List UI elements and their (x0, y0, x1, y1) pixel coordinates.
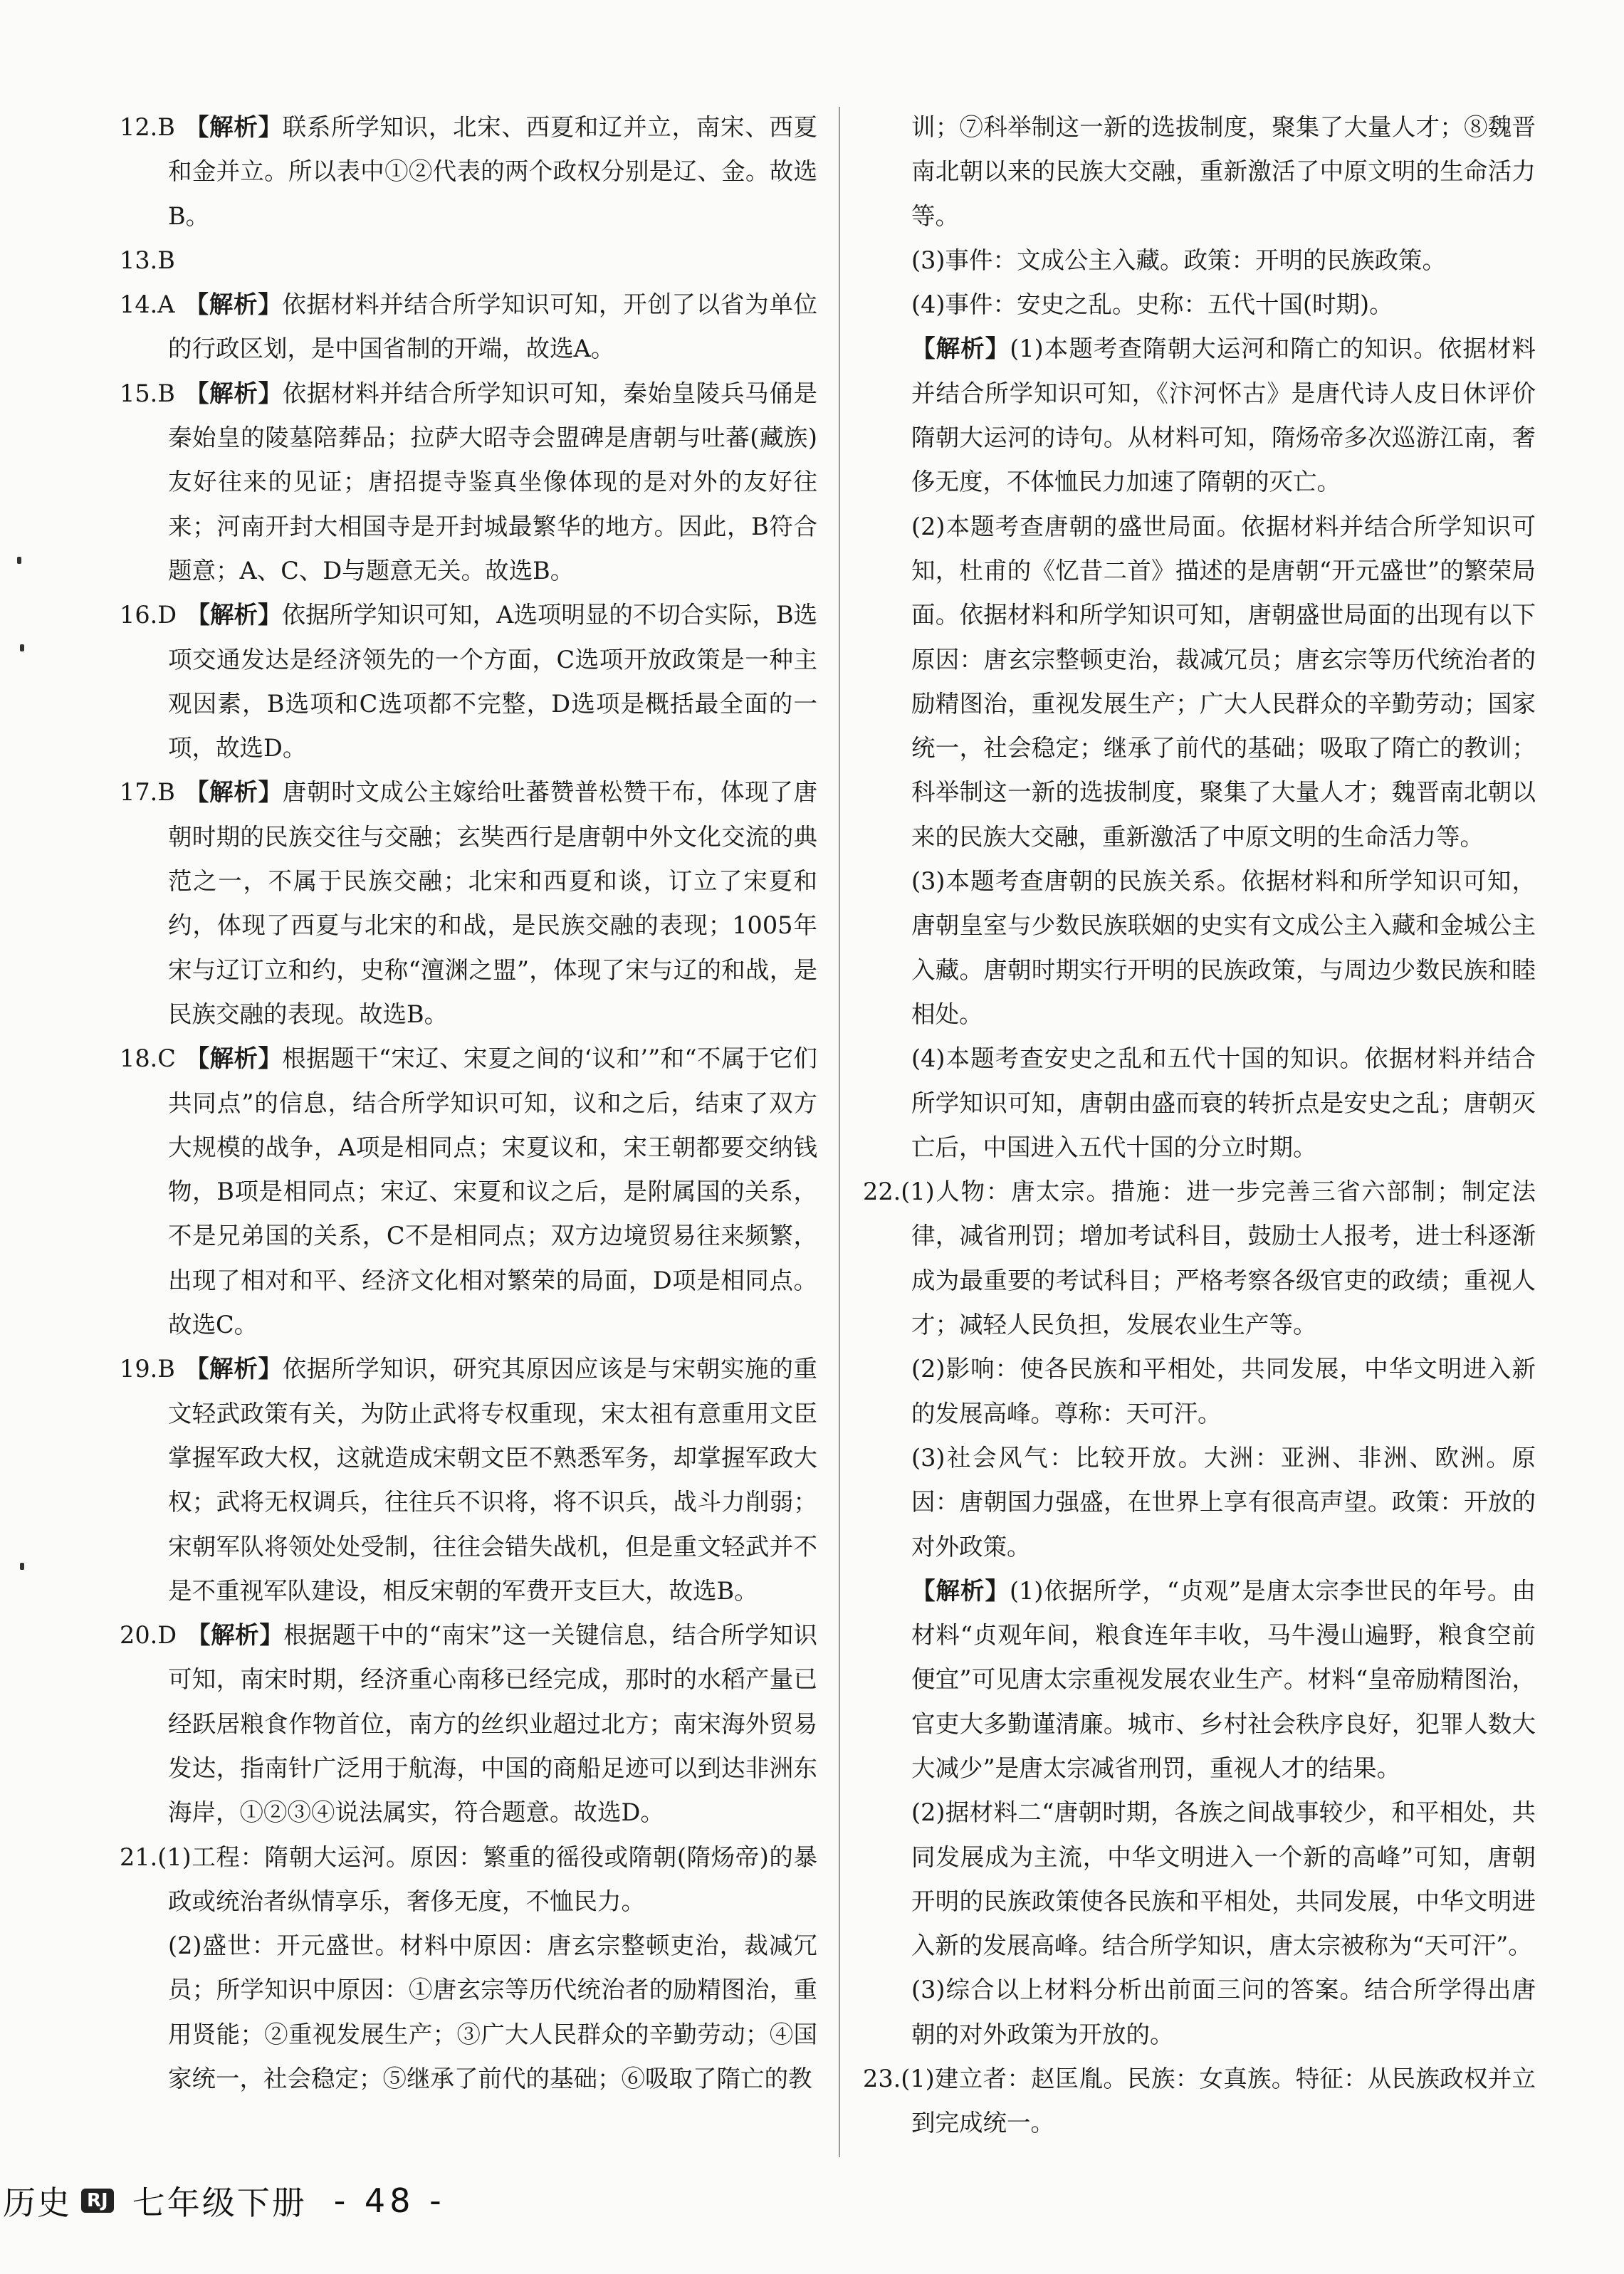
analysis-marker: 【解析】 (186, 1621, 284, 1650)
analysis-22-part1: 【解析】(1)依据所学，“贞观”是唐太宗李世民的年号。由材料“贞观年间，粮食连年丰收，马牛漫山遍野，粮食空前便宜”可见唐太宗重视发展农业生产。材料“皇帝励精图治，官吏大多勤谨清廉。城市、乡村社会秩序良好，犯罪人数大大减少”是唐太宗减省刑罚，重视人才的结果。 (911, 1576, 1536, 1782)
answer-item (120, 1037, 817, 1347)
answer-item (120, 239, 817, 283)
scan-mark (17, 557, 21, 564)
answer-number: 16.D (120, 601, 177, 629)
answer-text: 唐朝时文成公主嫁给吐蕃赞普松赞干布，体现了唐朝时期的民族交往与交融；玄奘西行是唐朝中外文化交流的典范之一，不属于民族交融；北宋和西夏和谈，订立了宋夏和约，体现了西夏与北宋的和战，是民族交融的表现；1005年宋与辽订立和约，史称“澶渊之盟”，体现了宋与辽的和战，是民族交融的表现。故选B。 (168, 778, 818, 1028)
answer-item (120, 105, 817, 239)
analysis-22-part2: (2)据材料二“唐朝时期，各族之间战事较少，和平相处，共同发展成为主流，中华文明进入一个新的高峰”可知，唐朝开明的民族政策使各民族和平相处，共同发展，中华文明进入新的发展高峰。结合所学知识，唐太宗被称为“天可汗”。 (911, 1798, 1536, 1960)
answer-list (120, 105, 817, 1924)
answer-text: 根据题干中的“南宋”这一关键信息，结合所学知识可知，南宋时期，经济重心南移已经完成，那时的水稻产量已经跃居粮食作物首位，南方的丝织业超过北方；南宋海外贸易发达，指南针广泛用于航海，中国的商船足迹可以到达非洲东海岸，①②③④说法属实，符合题意。故选D。 (168, 1621, 817, 1827)
answer-item (120, 1347, 817, 1613)
answer-22-part3: (3)社会风气：比较开放。大洲：亚洲、非洲、欧洲。原因：唐朝国力强盛，在世界上享有很高声望。政策：开放的对外政策。 (911, 1443, 1536, 1561)
answer-number: 21. (120, 1843, 158, 1871)
answer-22-part1: 22.(1)人物：唐太宗。措施：进一步完善三省六部制；制定法律，减省刑罚；增加考试科目，鼓励士人报考，进士科逐渐成为最重要的考试科目；严格考察各级官吏的政绩；重视人才；减轻人民负担，发展农业生产等。 (863, 1178, 1536, 1339)
answer-21-part4: (4)事件：安史之乱。史称：五代十国(时期)。 (911, 290, 1393, 319)
answer-item (120, 770, 817, 1037)
answer-number: 15.B (120, 379, 175, 407)
answer-number: 18.C (120, 1044, 176, 1073)
answer-number: 17.B (120, 778, 175, 807)
analysis-marker: 【解析】 (911, 335, 1010, 363)
analysis-marker: 【解析】 (185, 1044, 283, 1073)
analysis-21-part2: (2)本题考查唐朝的盛世局面。依据材料并结合所学知识可知，杜甫的《忆昔二首》描述的是唐朝“开元盛世”的繁荣局面。依据材料和所学知识可知，唐朝盛世局面的出现有以下原因：唐玄宗整顿吏治，裁减冗员；唐玄宗等历代统治者的励精图治，重视发展生产；广大人民群众的辛勤劳动；国家统一，社会稳定；继承了前代的基础；吸取了隋亡的教训；科举制这一新的选拔制度，聚集了大量人才；魏晋南北朝以来的民族大交融，重新激活了中原文明的生命活力等。 (911, 512, 1536, 851)
answer-item (120, 372, 817, 593)
analysis-21-part4: (4)本题考查安史之乱和五代十国的知识。依据材料并结合所学知识可知，唐朝由盛而衰的转折点是安史之乱；唐朝灭亡后，中国进入五代十国的分立时期。 (911, 1044, 1536, 1161)
answer-number: 20.D (120, 1621, 177, 1650)
scan-mark (20, 644, 24, 651)
page-number: - 48 - (333, 2181, 446, 2220)
analysis-21-part3: (3)本题考查唐朝的民族关系。依据材料和所学知识可知，唐朝皇室与少数民族联姻的史实有文成公主入藏和金城公主入藏。唐朝时期实行开明的民族政策，与周边少数民族和睦相处。 (911, 867, 1536, 1028)
scan-mark (20, 1563, 24, 1570)
answer-number: 14.A (120, 290, 175, 319)
answer-text: 联系所学知识，北宋、西夏和辽并立，南宋、西夏和金并立。所以表中①②代表的两个政权分别是辽、金。故选B。 (168, 113, 818, 230)
analysis-marker: 【解析】 (911, 1576, 1010, 1605)
footer-grade: 七年级下册 (132, 2184, 307, 2222)
column-divider (839, 107, 840, 2157)
page-footer (0, 2176, 446, 2226)
answer-number: 19.B (120, 1355, 175, 1383)
answer-text: 根据题干“宋辽、宋夏之间的‘议和’”和“不属于它们共同点”的信息，结合所学知识可知，议和之后，结束了双方大规模的战争，A项是相同点；宋夏议和，宋王朝都要交纳钱物，B项是相同点；宋辽、宋夏和议之后，是附属国的关系，不是兄弟国的关系，C不是相同点；双方边境贸易往来频繁，出现了相对和平、经济文化相对繁荣的局面，D项是相同点。故选C。 (168, 1044, 817, 1339)
analysis-marker: 【解析】 (184, 113, 283, 141)
answer-text: (1)工程：隋朝大运河。原因：繁重的徭役或隋朝(隋炀帝)的暴政或统治者纵情享乐，奢侈无度，不恤民力。 (157, 1843, 817, 1915)
answer-item (120, 1835, 817, 1924)
answer-text: 依据材料并结合所学知识可知，开创了以省为单位的行政区划，是中国省制的开端，故选A。 (168, 290, 818, 363)
left-column (120, 105, 817, 2101)
answer-item (120, 1613, 817, 1835)
answer-number: 13.B (120, 246, 175, 274)
analysis-marker: 【解析】 (184, 290, 283, 319)
answer-item (120, 283, 817, 372)
analysis-marker: 【解析】 (184, 379, 283, 407)
analysis-marker: 【解析】 (184, 778, 283, 807)
analysis-marker: 【解析】 (184, 1355, 283, 1383)
answer-21-part3: (3)事件：文成公主入藏。政策：开明的民族政策。 (911, 246, 1446, 274)
analysis-21-part1: 【解析】(1)本题考查隋朝大运河和隋亡的知识。依据材料并结合所学知识可知，《汴河怀古》是唐代诗人皮日休评价隋朝大运河的诗句。从材料可知，隋炀帝多次巡游江南，奢侈无度，不体恤民力加速了隋朝的灭亡。 (911, 335, 1536, 496)
answer-item (120, 593, 817, 770)
answer-number: 12.B (120, 113, 175, 141)
analysis-marker: 【解析】 (186, 601, 282, 629)
answer-21-part2: (2)盛世：开元盛世。材料中原因：唐玄宗整顿吏治，裁减冗员；所学知识中原因：①唐玄宗等历代统治者的励精图治，重用贤能；②重视发展生产；③广大人民群众的辛勤劳动；④国家统一，社会稳定；⑤继承了前代的基础；⑥吸取了隋亡的教 (168, 1932, 817, 2093)
answer-22-part2: (2)影响：使各民族和平相处，共同发展，中华文明进入新的发展高峰。尊称：天可汗。 (911, 1355, 1536, 1427)
right-column (863, 105, 1536, 2146)
analysis-22-part3: (3)综合以上材料分析出前面三问的答案。结合所学得出唐朝的对外政策为开放的。 (911, 1976, 1536, 2048)
footer-edition-badge: RJ (81, 2189, 114, 2213)
answer-21-part2-cont: 训；⑦科举制这一新的选拔制度，聚集了大量人才；⑧魏晋南北朝以来的民族大交融，重新激活了中原文明的生命活力等。 (911, 113, 1536, 230)
answer-23: 23.(1)建立者：赵匡胤。民族：女真族。特征：从民族政权并立到完成统一。 (863, 2065, 1536, 2137)
answer-text: 依据所学知识可知，A选项明显的不切合实际，B选项交通发达是经济领先的一个方面，C选项开放政策是一种主观因素，B选项和C选项都不完整，D选项是概括最全面的一项，故选D。 (168, 601, 817, 763)
answer-text: 依据材料并结合所学知识可知，秦始皇陵兵马俑是秦始皇的陵墓陪葬品；拉萨大昭寺会盟碑是唐朝与吐蕃(藏族)友好往来的见证；唐招提寺鉴真坐像体现的是对外的友好往来；河南开封大相国寺是开封城最繁华的地方。因此，B符合题意；A、C、D与题意无关。故选B。 (168, 379, 818, 585)
footer-subject: 历史 (3, 2184, 71, 2222)
answer-text: 依据所学知识，研究其原因应该是与宋朝实施的重文轻武政策有关，为防止武将专权重现，宋太祖有意重用文臣掌握军政大权，这就造成宋朝文臣不熟悉军务，却掌握军政大权；武将无权调兵，往往兵不识将，将不识兵，战斗力削弱；宋朝军队将领处处受制，往往会错失战机，但是重文轻武并不是不重视军队建设，相反宋朝的军费开支巨大，故选B。 (168, 1355, 818, 1605)
